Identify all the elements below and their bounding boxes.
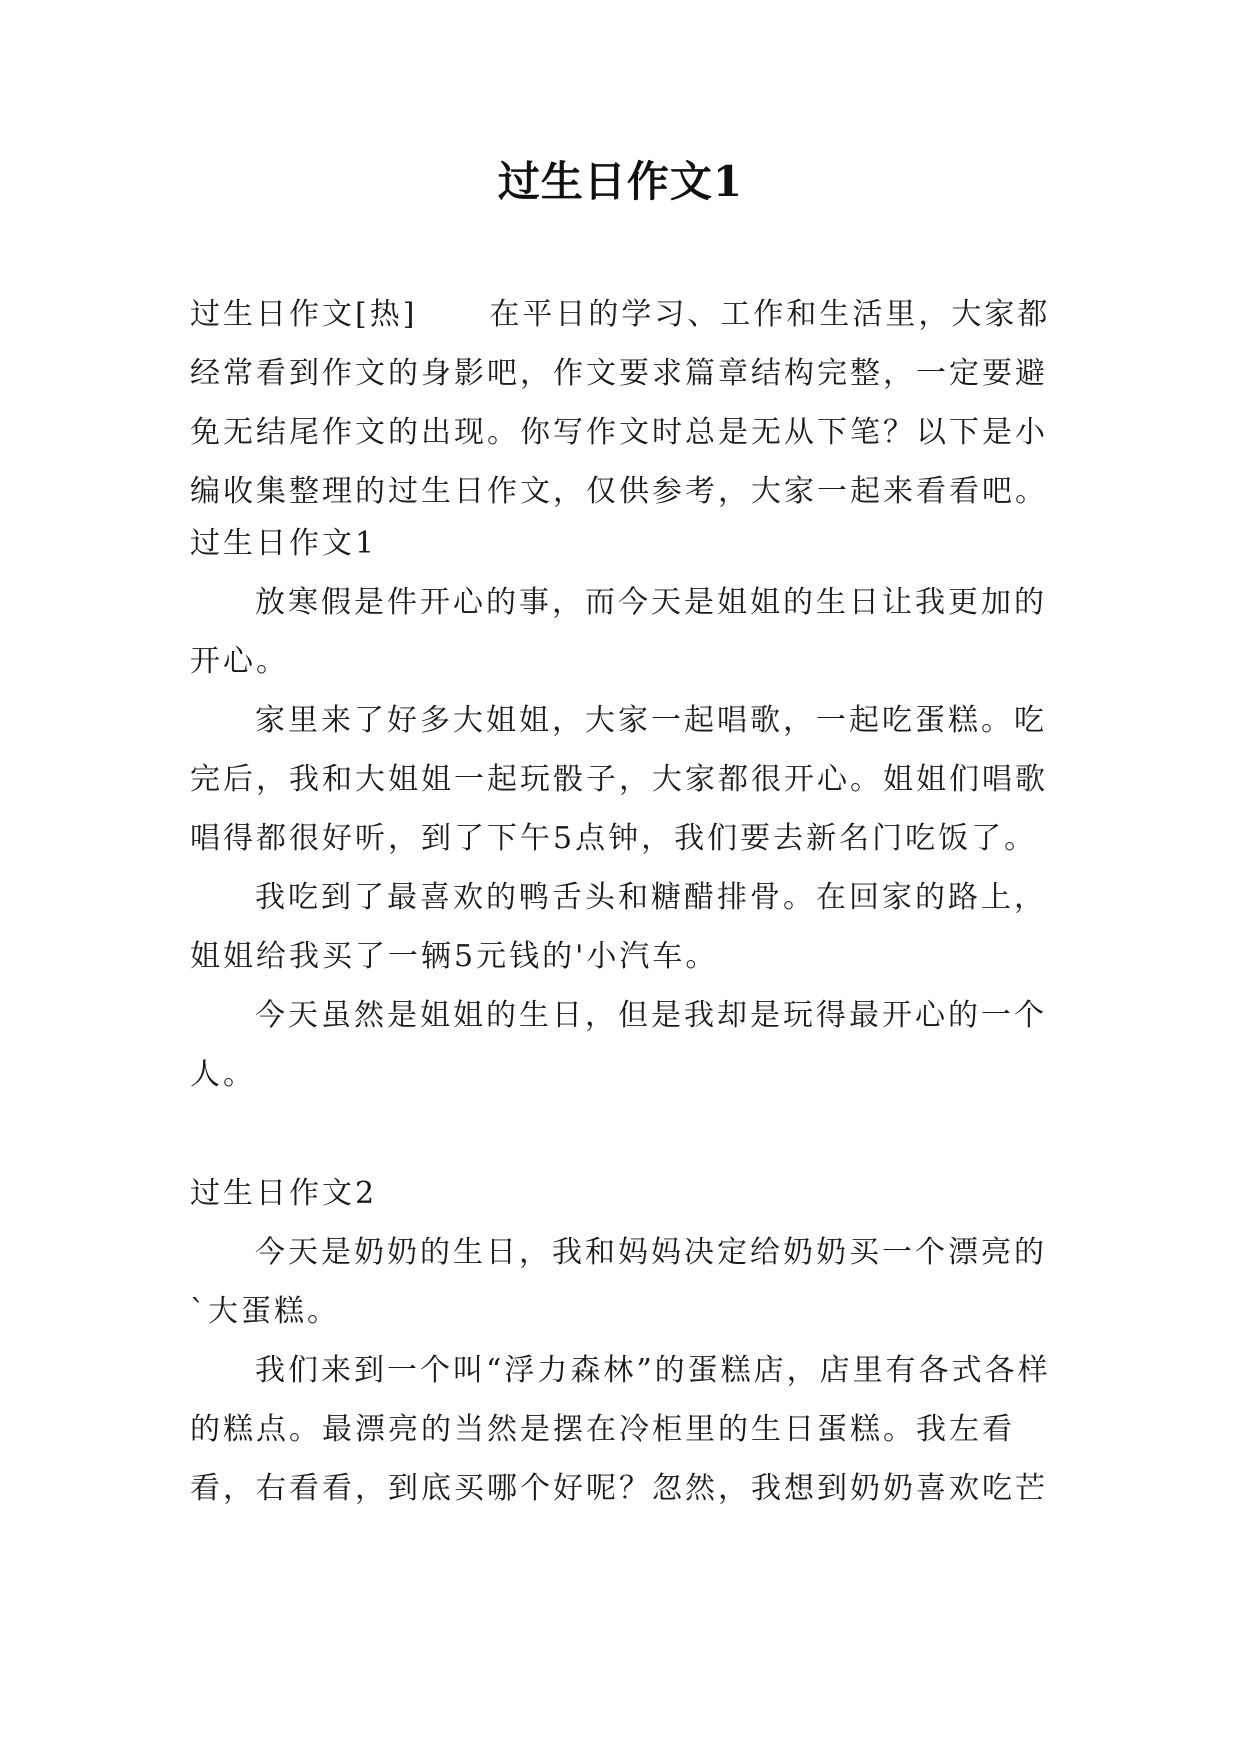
section-heading: 过生日作文1 <box>190 526 378 561</box>
section-paragraph: 今天是奶奶的生日，我和妈妈决定给奶奶买一个漂亮的`大蛋糕。 <box>190 1235 1047 1329</box>
section-paragraph: 我们来到一个叫“浮力森林”的蛋糕店，店里有各式各样的糕点。最漂亮的当然是摆在冷柜里的生日蛋糕。我左看看，右看看，到底买哪个好呢？忽然，我想到奶奶喜欢吃芒 <box>190 1353 1051 1506</box>
section-paragraph: 我吃到了最喜欢的鸭舌头和糖醋排骨。在回家的路上，姐姐给我买了一辆5元钱的'小汽车。 <box>190 880 1047 974</box>
document-title: 过生日作文1 <box>497 157 744 206</box>
section-heading: 过生日作文2 <box>190 1176 378 1211</box>
intro-text: 在平日的学习、工作和生活里，大家都经常看到作文的身影吧，作文要求篇章结构完整，一定要避免无结尾作文的出现。你写作文时总是无从下笔？以下是小编收集整理的过生日作文，仅供参考，大家一起来看看吧。 <box>190 297 1051 509</box>
intro-paragraph <box>190 285 1060 521</box>
section-paragraph: 放寒假是件开心的事，而今天是姐姐的生日让我更加的开心。 <box>190 585 1047 679</box>
section-paragraph: 家里来了好多大姐姐，大家一起唱歌，一起吃蛋糕。吃完后，我和大姐姐一起玩骰子，大家都很开心。姐姐们唱歌唱得都很好听，到了下午5点钟，我们要去新名门吃饭了。 <box>190 703 1048 856</box>
section-paragraph: 今天虽然是姐姐的生日，但是我却是玩得最开心的一个人。 <box>190 998 1047 1092</box>
intro-label: 过生日作文[热] <box>190 297 418 332</box>
